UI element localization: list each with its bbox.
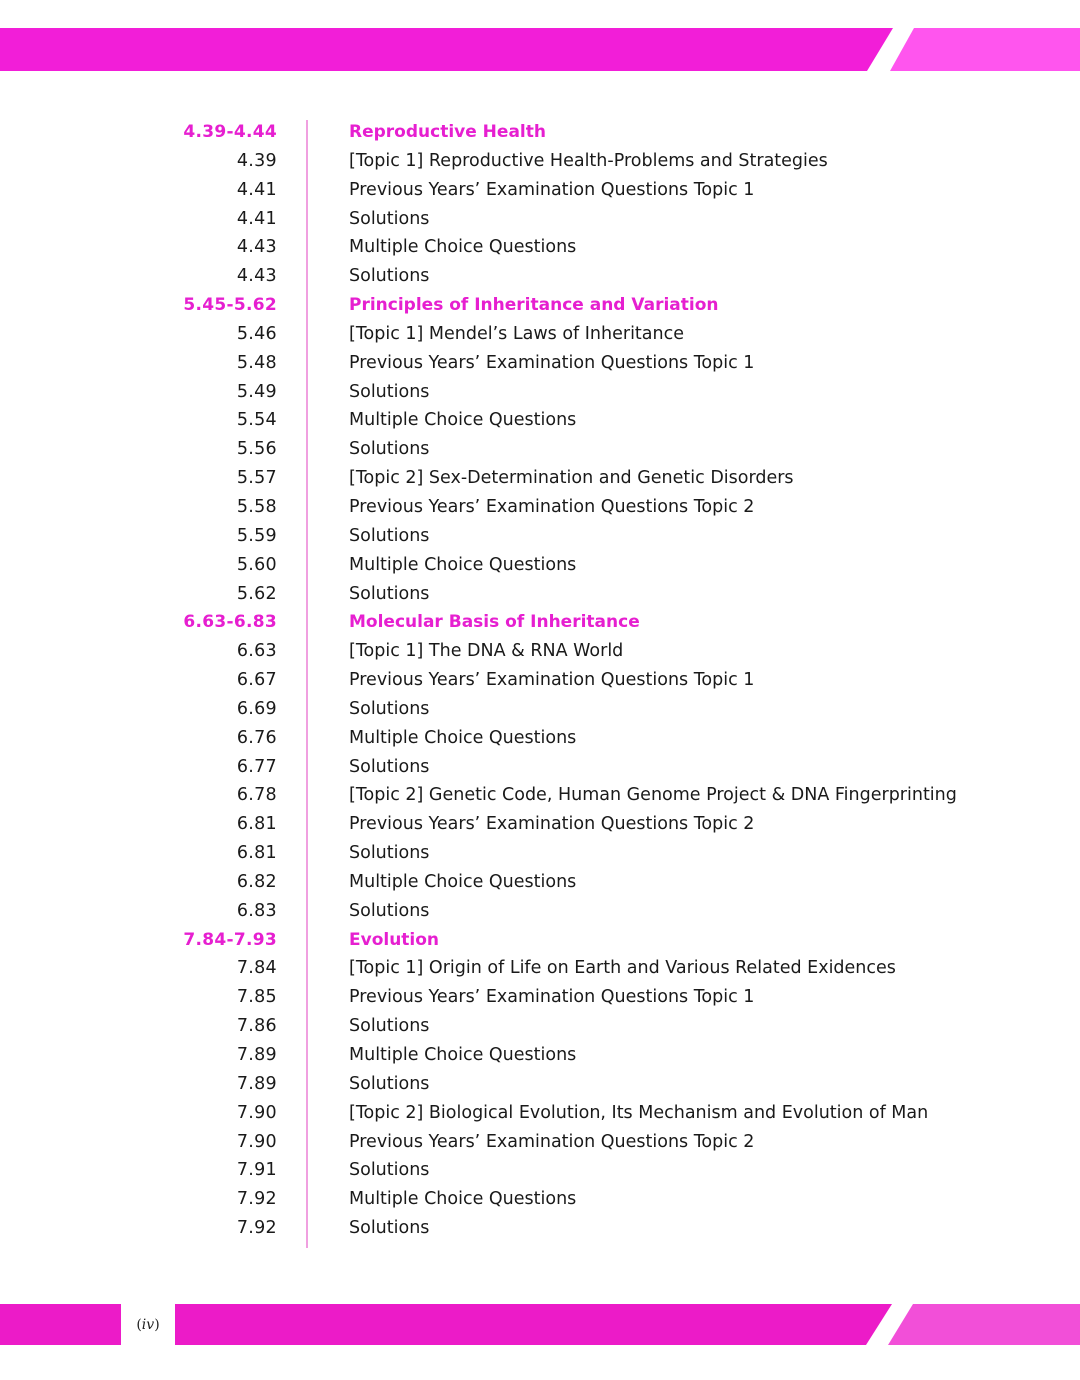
item-title: [Topic 2] Genetic Code, Human Genome Project & DNA Fingerprinting <box>349 785 957 806</box>
item-page-number: 6.69 <box>236 698 277 719</box>
item-page-number: 6.63 <box>236 641 277 662</box>
item-title: Solutions <box>349 266 430 287</box>
toc-item-row <box>0 1070 1080 1099</box>
item-page-number: 6.76 <box>236 727 277 748</box>
page-number-value: iv <box>141 1316 155 1333</box>
toc-item-row <box>0 753 1080 782</box>
toc-item-row <box>0 205 1080 234</box>
item-title: Multiple Choice Questions <box>349 1045 577 1065</box>
toc-item-row <box>0 522 1080 551</box>
item-page-number: 7.90 <box>236 1131 277 1152</box>
item-title: [Topic 1] The DNA & RNA World <box>349 641 624 662</box>
toc-item-row <box>0 406 1080 435</box>
item-page-number: 6.83 <box>236 900 277 921</box>
toc-item-row <box>0 897 1080 926</box>
toc-item-row <box>0 320 1080 349</box>
toc-item-row <box>0 493 1080 522</box>
item-page-number: 4.43 <box>236 237 277 258</box>
item-page-number: 6.67 <box>236 670 277 691</box>
item-title: Previous Years’ Examination Questions Topic 2 <box>349 1131 755 1152</box>
table-of-contents <box>0 118 1080 1243</box>
item-title: Multiple Choice Questions <box>349 554 577 575</box>
item-page-number: 5.48 <box>236 352 277 373</box>
toc-item-row <box>0 435 1080 464</box>
item-title: Previous Years’ Examination Questions Topic 1 <box>349 987 755 1008</box>
item-page-number: 5.60 <box>236 554 277 575</box>
item-page-number: 7.92 <box>236 1189 277 1210</box>
item-title: Solutions <box>349 756 430 777</box>
page-number-open: ( <box>136 1316 142 1333</box>
toc-item-row <box>0 810 1080 839</box>
section-page-range: 7.84-7.93 <box>183 929 277 950</box>
item-page-number: 7.92 <box>236 1218 277 1239</box>
item-title: Solutions <box>349 208 430 229</box>
item-page-number: 6.81 <box>236 814 277 835</box>
toc-item-row <box>0 1185 1080 1214</box>
toc-section-row <box>0 118 1080 147</box>
page-number <box>121 1304 175 1345</box>
toc-item-row <box>0 724 1080 753</box>
item-title: [Topic 2] Biological Evolution, Its Mechanism and Evolution of Man <box>349 1102 929 1123</box>
header-band-tab <box>890 28 1080 71</box>
item-page-number: 7.84 <box>236 958 277 979</box>
section-title: Reproductive Health <box>349 122 546 142</box>
toc-item-row <box>0 147 1080 176</box>
toc-item-row <box>0 580 1080 609</box>
item-page-number: 6.82 <box>236 871 277 892</box>
item-title: Solutions <box>349 1218 430 1239</box>
section-title: Principles of Inheritance and Variation <box>349 295 719 316</box>
item-title: Multiple Choice Questions <box>349 727 577 748</box>
item-page-number: 6.78 <box>236 785 277 806</box>
item-page-number: 7.86 <box>236 1016 277 1037</box>
item-page-number: 5.57 <box>236 468 277 489</box>
toc-item-row <box>0 695 1080 724</box>
item-title: Previous Years’ Examination Questions Topic 2 <box>349 814 755 835</box>
header-band <box>0 28 1080 71</box>
item-page-number: 5.46 <box>236 323 277 344</box>
item-page-number: 6.81 <box>236 843 277 864</box>
item-page-number: 7.90 <box>236 1102 277 1123</box>
toc-item-row <box>0 1156 1080 1185</box>
item-page-number: 5.49 <box>236 381 277 402</box>
item-title: [Topic 1] Origin of Life on Earth and Various Related Exidences <box>349 958 896 979</box>
item-page-number: 4.43 <box>236 266 277 287</box>
toc-item-row <box>0 262 1080 291</box>
item-title: Previous Years’ Examination Questions Topic 1 <box>349 179 755 200</box>
item-title: [Topic 2] Sex-Determination and Genetic Disorders <box>349 468 794 489</box>
toc-item-row <box>0 637 1080 666</box>
item-title: Solutions <box>349 698 430 719</box>
toc-item-row <box>0 983 1080 1012</box>
item-page-number: 6.77 <box>236 756 277 777</box>
item-title: Multiple Choice Questions <box>349 410 577 431</box>
item-page-number: 4.41 <box>236 208 277 229</box>
item-title: Previous Years’ Examination Questions Topic 2 <box>349 496 755 517</box>
item-title: Solutions <box>349 843 430 864</box>
item-title: Multiple Choice Questions <box>349 871 577 892</box>
section-page-range: 6.63-6.83 <box>183 612 277 633</box>
section-page-range: 4.39-4.44 <box>183 122 277 142</box>
toc-item-row <box>0 1012 1080 1041</box>
toc-section-row <box>0 608 1080 637</box>
item-page-number: 5.54 <box>236 410 277 431</box>
item-page-number: 7.85 <box>236 987 277 1008</box>
item-title: [Topic 1] Reproductive Health-Problems and Strategies <box>349 150 828 171</box>
item-title: Multiple Choice Questions <box>349 237 577 258</box>
item-title: Solutions <box>349 900 430 921</box>
toc-item-row <box>0 839 1080 868</box>
item-title: Solutions <box>349 439 430 460</box>
item-page-number: 5.59 <box>236 525 277 546</box>
toc-section-row <box>0 926 1080 955</box>
toc-item-row <box>0 176 1080 205</box>
item-title: Solutions <box>349 525 430 546</box>
item-title: Previous Years’ Examination Questions Topic 1 <box>349 352 755 373</box>
item-page-number: 7.89 <box>236 1073 277 1094</box>
item-page-number: 5.56 <box>236 439 277 460</box>
item-title: Solutions <box>349 1073 430 1094</box>
toc-item-row <box>0 1128 1080 1157</box>
item-title: Solutions <box>349 381 430 402</box>
item-title: Previous Years’ Examination Questions Topic 1 <box>349 670 755 691</box>
item-page-number: 7.91 <box>236 1160 277 1181</box>
footer-band-tab <box>888 1304 1080 1345</box>
page-number-close: ) <box>154 1316 160 1333</box>
toc-item-row <box>0 1099 1080 1128</box>
item-page-number: 5.62 <box>236 583 277 604</box>
item-title: Solutions <box>349 583 430 604</box>
item-page-number: 7.89 <box>236 1045 277 1065</box>
section-page-range: 5.45-5.62 <box>183 295 277 316</box>
section-title: Evolution <box>349 929 440 950</box>
item-title: [Topic 1] Mendel’s Laws of Inheritance <box>349 323 684 344</box>
toc-item-row <box>0 551 1080 580</box>
toc-item-row <box>0 233 1080 262</box>
toc-item-row <box>0 868 1080 897</box>
toc-item-row <box>0 1214 1080 1243</box>
toc-item-row <box>0 666 1080 695</box>
item-page-number: 5.58 <box>236 496 277 517</box>
item-title: Solutions <box>349 1160 430 1181</box>
header-band-main <box>0 28 893 71</box>
toc-item-row <box>0 781 1080 810</box>
toc-section-row <box>0 291 1080 320</box>
toc-item-row <box>0 349 1080 378</box>
toc-item-row <box>0 1041 1080 1070</box>
item-title: Solutions <box>349 1016 430 1037</box>
toc-item-row <box>0 378 1080 407</box>
item-title: Multiple Choice Questions <box>349 1189 577 1210</box>
toc-item-row <box>0 954 1080 983</box>
item-page-number: 4.39 <box>236 150 277 171</box>
item-page-number: 4.41 <box>236 179 277 200</box>
section-title: Molecular Basis of Inheritance <box>349 612 640 633</box>
toc-item-row <box>0 464 1080 493</box>
